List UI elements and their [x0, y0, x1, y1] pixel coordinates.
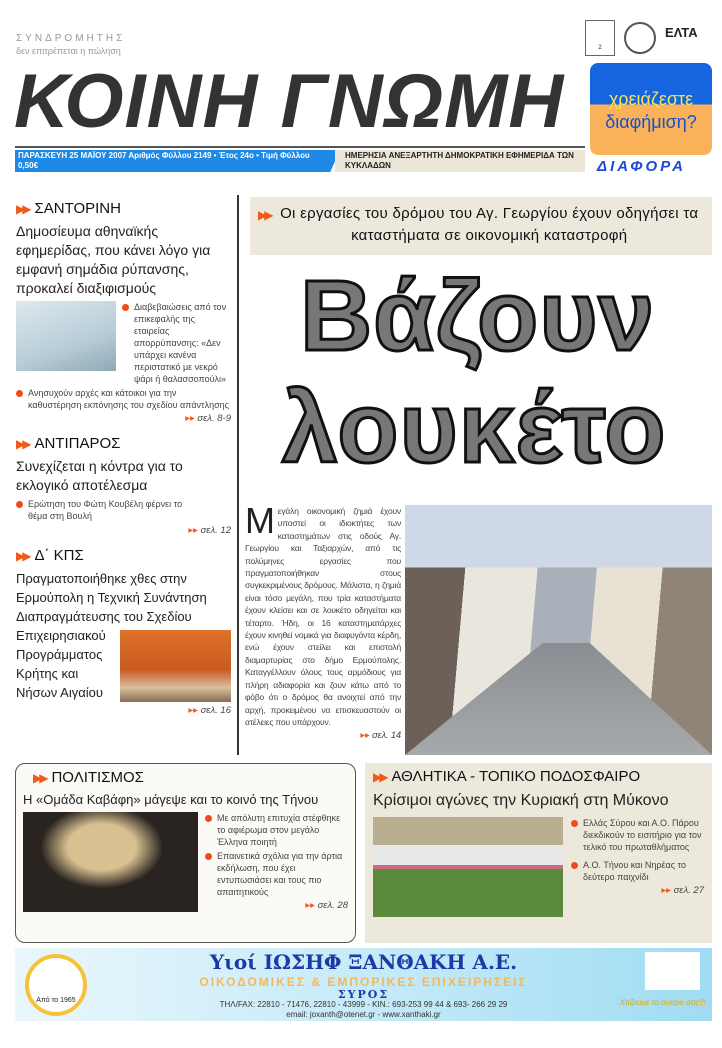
sports-box[interactable] [365, 763, 712, 943]
bullet: Διαβεβαιώσεις από τον επικεφαλής της εταιρείας απορρύπανσης: «Δεν υπάρχει κανένα περιστατικό με νεκρό ψάρι ή θαλασσοπούλι» [122, 301, 231, 385]
arrow-icon: ▶▶ [16, 549, 29, 563]
company-phones: ΤΗΛ/FAX: 22810 - 71476, 22810 - 43999 - ΚΙΝ.: 693-253 99 44 & 693- 266 29 29 [219, 1000, 508, 1009]
lead-headline: Οι εργασίες του δρόμου του Αγ. Γεωργίου έχουν οδηγήσει τα καταστήματα σε οικονομική καταστροφή [280, 205, 699, 244]
elta-label: ΕΛΤΑ [665, 25, 698, 40]
bullet: Α.Ο. Τήνου και Νηρέας το δεύτερο παιχνίδι [571, 859, 704, 883]
headline: Η «Ομάδα Καβάφη» μάγεψε και το κοινό της Τήνου [23, 792, 319, 807]
diafora-brand: ΔΙΑΦΟΡΑ [597, 158, 686, 175]
newspaper-title: ΚΟΙΝΗ ΓΝΩΜΗ [14, 59, 565, 144]
company-contact: email: joxanth@otenet.gr - www.xanthaki.gr [286, 1010, 441, 1019]
ad-line2: διαφήμιση? [605, 112, 697, 132]
santorini-photo [16, 301, 116, 371]
antiparos-story[interactable] [16, 435, 231, 537]
column-divider [237, 195, 239, 755]
kicker: ΑΘΛΗΤΙΚΑ - ΤΟΠΙΚΟ ΠΟΔΟΣΦΑΙΡΟ [391, 768, 641, 785]
kicker: ΣΑΝΤΟΡΙΝΗ [34, 200, 121, 217]
drop-cap: Μ [245, 500, 275, 541]
football-photo [373, 817, 563, 917]
lead-body [245, 500, 401, 742]
masthead-rule [15, 146, 585, 148]
postage-code: 2 [598, 45, 602, 51]
kicker: ΑΝΤΙΠΑΡΟΣ [34, 435, 121, 452]
lead-big-headline-2: λουκέτο [282, 372, 667, 484]
company-name: Υιοί ΙΩΣΗΦ ΞΑΝΘΑΚΗ Α.Ε. [209, 950, 518, 974]
bullet: Ερώτηση του Φώτη Κουβέλη φέρνει το θέμα στη Βουλή [16, 498, 201, 522]
arrow-icon: ▶▶ [16, 437, 29, 451]
lead-big-headline-1: Βάζουν [300, 260, 656, 372]
page-ref: ▸▸ σελ. 14 [245, 730, 401, 742]
arrow-icon: ▶▶ [258, 208, 271, 222]
headline-cont: Επιχειρησιακού Προγράμματος Κρήτης και Νήσων Αιγαίου [16, 628, 106, 700]
lead-text: εγάλη οικονομική ζημιά έχουν υποστεί οι ιδιοκτήτες των καταστημάτων στις οδούς Αγ. Γεωργίου και Ταξιαρχών, από τις πολύμηνες εργασίες που πραγματοποιήθηκαν στους συγκεκριμένους δρόμους. Μάλιστα, η ζημιά είναι τόσο μεγάλη, που τρία καταστήματα έχουν κλείσει και σε λουκέτο οδηγείται και τέταρτο. Ήδη, οι 16 καταστηματάρχες έχουν κινηθεί νομικά για διαφυγόντα κέρδη, ενώ έχουν στείλει και επιστολή διαμαρτυρίας στο δήμο Ερμούπολης. Καταγγέλλουν όλους τους αρμόδιους για πλήρη αδιαφορία και ζουν κάτω από το φόβο ότι ο δρόμος θα ανοιχτεί από την αρχή, προκειμένου να επισκευαστούν οι ατέλειες που υπάρχουν. [245, 506, 401, 727]
ad-line1: χρειάζεστε [608, 89, 694, 109]
bullet: Ελλάς Σύρου και Α.Ο. Πάρου διεκδικούν το εισιτήριο για τον τελικό του πρωταθλήματος [571, 817, 704, 853]
slogan: Χτίζουμε το όνειρό σας!!! [619, 998, 706, 1007]
page-ref: ▸▸ σελ. 8-9 [16, 413, 231, 425]
no-sale-label: δεν επιτρέπεται η πώληση [16, 46, 121, 56]
company-place: ΣΥΡΟΣ [337, 988, 390, 1001]
arrow-icon: ▶▶ [373, 770, 386, 784]
bullet: Με απόλυτη επιτυχία στέφθηκε το αφιέρωμα στον μεγάλο Έλληνα ποιητή [205, 812, 348, 848]
kicker: Δ΄ ΚΠΣ [34, 547, 84, 564]
kps-story[interactable] [16, 547, 231, 717]
headline: Συνεχίζεται η κόντρα για το εκλογικό αποτέλεσμα [16, 458, 183, 493]
page-ref: ▸▸ σελ. 16 [16, 705, 231, 717]
culture-box[interactable] [15, 763, 356, 943]
lead-headline-box[interactable] [250, 197, 712, 255]
ad-box[interactable] [590, 63, 712, 155]
headline: Δημοσίευμα αθηναϊκής εφημερίδας, που κάνει λόγο για εμφανή σημάδια ρύπανσης, προκαλεί διαξιφισμούς [16, 223, 211, 296]
concert-photo [23, 812, 198, 912]
arrow-icon: ▶▶ [16, 202, 29, 216]
dateline: ΠΑΡΑΣΚΕΥΗ 25 ΜΑΪΟΥ 2007 Αριθμός Φύλλου 2149 • Έτος 24ο • Τιμή Φύλλου 0,50€ [18, 151, 310, 170]
arrow-icon: ▶▶ [33, 771, 46, 785]
subscriber-label: ΣΥΝΔΡΟΜΗΤΗΣ [16, 33, 126, 44]
tagline: ΗΜΕΡΗΣΙΑ ΑΝΕΞΑΡΤΗΤΗ ΔΗΜΟΚΡΑΤΙΚΗ ΕΦΗΜΕΡΙΔΑ ΤΩΝ ΚΥΚΛΑΔΩΝ [345, 151, 574, 170]
headline: Πραγματοποιήθηκε χθες στην Ερμούπολη η Τεχνική Συνάντηση Διαπραγμάτευσης του Σχεδίου [16, 571, 207, 624]
page-ref: ▸▸ σελ. 27 [571, 885, 704, 897]
kicker: ΠΟΛΙΤΙΣΜΟΣ [51, 769, 144, 786]
company-activity: ΟΙΚΟΔΟΜΙΚΕΣ & ΕΜΠΟΡΙΚΕΣ ΕΠΙΧΕΙΡΗΣΕΙΣ [199, 975, 528, 989]
meeting-photo [120, 630, 231, 702]
headline: Κρίσιμοι αγώνες την Κυριακή στη Μύκονο [373, 792, 669, 809]
santorini-story[interactable] [16, 200, 231, 425]
postage-paid-badge [585, 20, 615, 56]
page-ref: ▸▸ σελ. 28 [205, 900, 348, 912]
certificate-badge [645, 952, 700, 990]
seal-icon [624, 22, 656, 54]
elta-logo [665, 25, 698, 40]
logo-since: Από το 1965 [36, 997, 76, 1004]
bullet: Ανησυχούν αρχές και κάτοικοι για την καθυστέρηση εκπόνησης του σχεδίου απάντλησης [16, 387, 231, 411]
bullet: Επαινετικά σχόλια για την άρτια εκδήλωση, που έχει εντυπωσιάσει και τους πιο απαιτητικούς [205, 850, 348, 898]
street-photo [405, 505, 712, 755]
page-ref: ▸▸ σελ. 12 [16, 525, 231, 537]
bottom-advertisement[interactable] [15, 948, 712, 1021]
